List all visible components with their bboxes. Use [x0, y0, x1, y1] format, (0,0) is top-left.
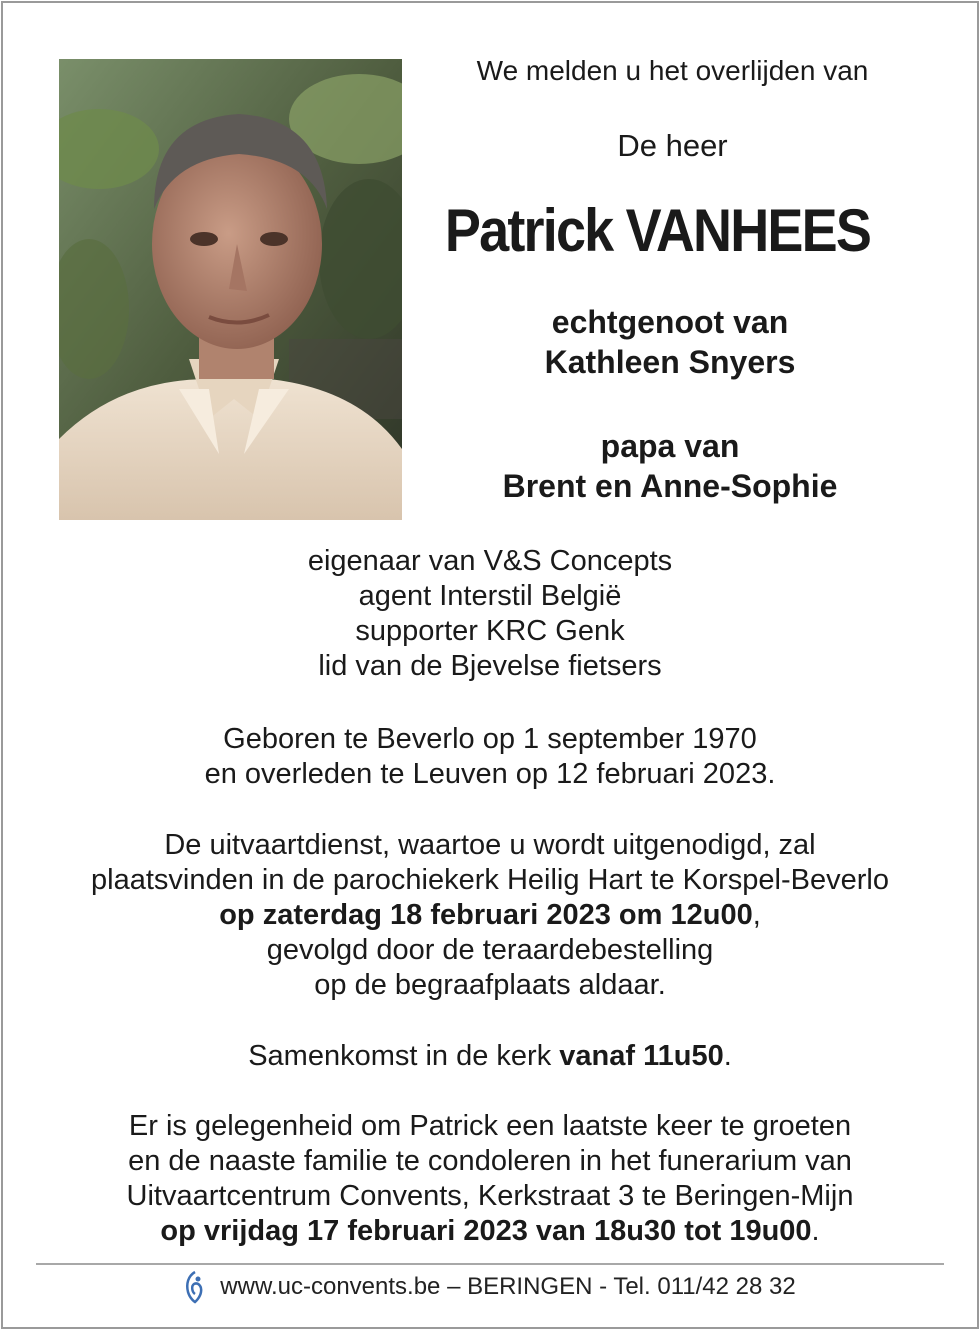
gathering-suffix: . [723, 1040, 732, 1072]
funeral-home-logo-icon [184, 1270, 206, 1304]
visitation-date-line [20, 1214, 960, 1249]
service-date: op zaterdag 18 februari 2023 om 12u00 [219, 899, 753, 931]
gathering-text: Samenkomst in de kerk [248, 1040, 560, 1072]
children-relation: papa van [600, 428, 740, 464]
service-date-line [20, 898, 960, 933]
roles-list [20, 544, 960, 684]
service-line: De uitvaartdienst, waartoe u wordt uitgenodigd, zal [164, 829, 816, 861]
role-line: eigenaar van V&S Concepts [307, 545, 673, 577]
announcement-intro: We melden u het overlijden van [476, 55, 869, 86]
gathering-line [20, 1039, 960, 1074]
funeral-service-block [20, 828, 960, 1003]
service-line: plaatsvinden in de parochiekerk Heilig Hart te Korspel-Beverlo [91, 864, 889, 896]
service-date-suffix: , [752, 899, 761, 931]
spouse-relation: echtgenoot van [551, 304, 789, 340]
children-block [420, 426, 920, 506]
footer [0, 1270, 980, 1304]
service-line: gevolgd door de teraardebestelling [266, 934, 714, 966]
footer-contact: www.uc-convents.be – BERINGEN - Tel. 011/42 28 32 [220, 1273, 796, 1300]
spouse-name: Kathleen Snyers [544, 344, 796, 380]
visitation-block [20, 1109, 960, 1249]
portrait-photo [59, 59, 402, 520]
gathering-block [20, 1039, 960, 1074]
deceased-name: Patrick VANHEES [444, 197, 871, 264]
death-line: en overleden te Leuven op 12 februari 2023. [204, 758, 776, 790]
visitation-line: Er is gelegenheid om Patrick een laatste keer te groeten [128, 1110, 852, 1142]
footer-divider [36, 1263, 944, 1265]
visitation-suffix: . [811, 1215, 820, 1247]
spouse-block [420, 302, 920, 382]
visitation-line: Uitvaartcentrum Convents, Kerkstraat 3 te Beringen-Mijn [126, 1180, 854, 1212]
service-line: op de begraafplaats aldaar. [314, 969, 666, 1001]
children-names: Brent en Anne-Sophie [502, 468, 838, 504]
honorific: De heer [617, 128, 728, 163]
role-line: supporter KRC Genk [355, 615, 625, 647]
birth-line: Geboren te Beverlo op 1 september 1970 [223, 723, 757, 755]
role-line: agent Interstil België [358, 580, 622, 612]
role-line: lid van de Bjevelse fietsers [318, 650, 662, 682]
birth-death-block [20, 722, 960, 792]
visitation-date: op vrijdag 17 februari 2023 van 18u30 tot 19u00 [160, 1215, 812, 1247]
gathering-time: vanaf 11u50 [559, 1040, 724, 1072]
visitation-line: en de naaste familie te condoleren in het funerarium van [128, 1145, 852, 1177]
